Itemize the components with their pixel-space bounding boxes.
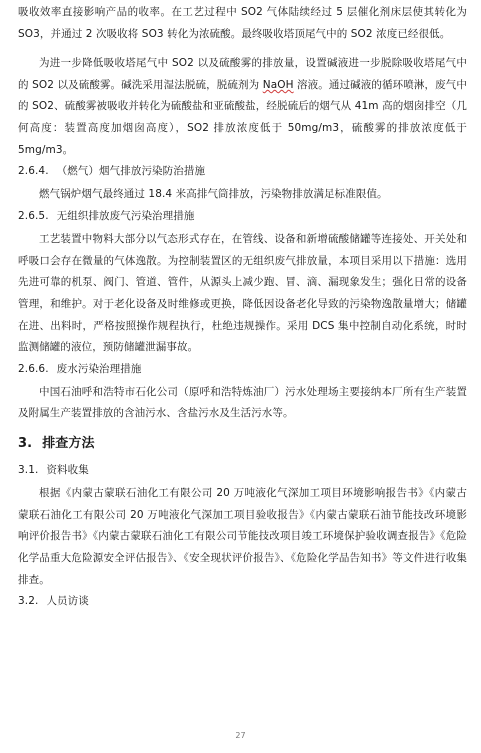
- heading-3-number: 3.: [18, 436, 33, 452]
- heading-2-6-4-number: 2.6.4.: [18, 165, 49, 178]
- paragraph-wastewater: 中国石油呼和浩特市石化公司（原呼和浩特炼油厂）污水处理场主要接纳本厂所有生产装置及附属生产装置排放的含油污水、含盐污水及生活污水等。: [18, 385, 467, 420]
- heading-2-6-5-title: 无组织排放废气污染治理措施: [56, 209, 195, 222]
- heading-3-title: 排查方法: [42, 436, 95, 452]
- heading-3-2-title: 人员访谈: [46, 595, 89, 608]
- heading-2-6-6: [0, 359, 481, 382]
- heading-2-6-6-title: 废水污染治理措施: [56, 362, 142, 375]
- naoh-term: NaOH: [262, 78, 294, 91]
- heading-3-1: [0, 460, 481, 483]
- heading-2-6-5: [0, 206, 481, 229]
- heading-2-6-6-number: 2.6.6.: [18, 362, 49, 375]
- heading-2-6-4: [0, 161, 481, 184]
- heading-3-2: [0, 591, 481, 614]
- paragraph-alkali-desulfurization: [0, 53, 481, 161]
- page-number: 27: [235, 731, 246, 740]
- heading-3-1-number: 3.1.: [18, 464, 39, 477]
- heading-2-6-5-number: 2.6.5.: [18, 209, 49, 222]
- paragraph-alkali-part1: 为进一步降低吸收塔尾气中 SO2 以及硫酸雾的排放量，设置碱液进一步脱除吸收塔尾气中的 SO2 以及硫酸雾。碱洗采用湿法脱硫，脱硫剂为: [18, 57, 467, 91]
- paragraph-document-collection: 根据《内蒙古蒙联石油化工有限公司 20 万吨液化气深加工项目环境影响报告书》《内蒙古蒙联石油化工有限公司 20 万吨液化气深加工项目验收报告》《内蒙古蒙联石油节能技改环境影响评价报告书》《内蒙古蒙联石油化工有限公司节能技改项目竣工环境保护验收调查报告》《危险化学品重大危险源安全评估报告》、《安全现状评价报告》、《危险化学品告知书》等文件进行收集排查。: [18, 487, 467, 586]
- heading-3: [0, 431, 481, 457]
- paragraph-boiler-flue-gas: 燃气锅炉烟气最终通过 18.4 米高排气筒排放，污染物排放满足标准限值。: [39, 188, 388, 201]
- heading-2-6-4-title: （燃气）烟气排放污染防治措施: [56, 165, 206, 178]
- paragraph-alkali-part2: 溶液。通过碱液的循环喷淋，废气中的 SO2、硫酸雾被吸收并转化为硫酸盐和亚硫酸盐，经脱硫后的烟气从 41m 高的烟囱排空（几何高度：装置高度加烟囱高度），SO2 排放浓度低于 50mg/m3，硫酸雾的排放浓度低于 5mg/m3。: [18, 78, 467, 156]
- paragraph-absorption-efficiency: 吸收效率直接影响产品的收率。在工艺过程中 SO2 气体陆续经过 5 层催化剂床层使其转化为 SO3，并通过 2 次吸收将 SO3 转化为浓硫酸。最终吸收塔顶尾气中的 SO2 浓度已经很低。: [18, 6, 467, 40]
- paragraph-fugitive-emissions: 工艺装置中物料大部分以气态形式存在，在管线、设备和新增硫酸储罐等连接处、开关处和呼吸口会存在微量的气体逸散。为控制装置区的无组织废气排放量，本项目采用以下措施：选用先进可靠的机泵、阀门、管道、管件，从源头上减少跑、冒、滴、漏现象发生；强化日常的设备管理，和维护。对于老化设备及时维修或更换，降低因设备老化导致的污染物逸散量增大；储罐在进、出料时，严格按照操作规程执行，杜绝违规操作。采用 DCS 集中控制自动化系统，时时监测储罐的液位，预防储罐泄漏事故。: [18, 233, 467, 354]
- heading-3-2-number: 3.2.: [18, 595, 39, 608]
- heading-3-1-title: 资料收集: [46, 464, 89, 477]
